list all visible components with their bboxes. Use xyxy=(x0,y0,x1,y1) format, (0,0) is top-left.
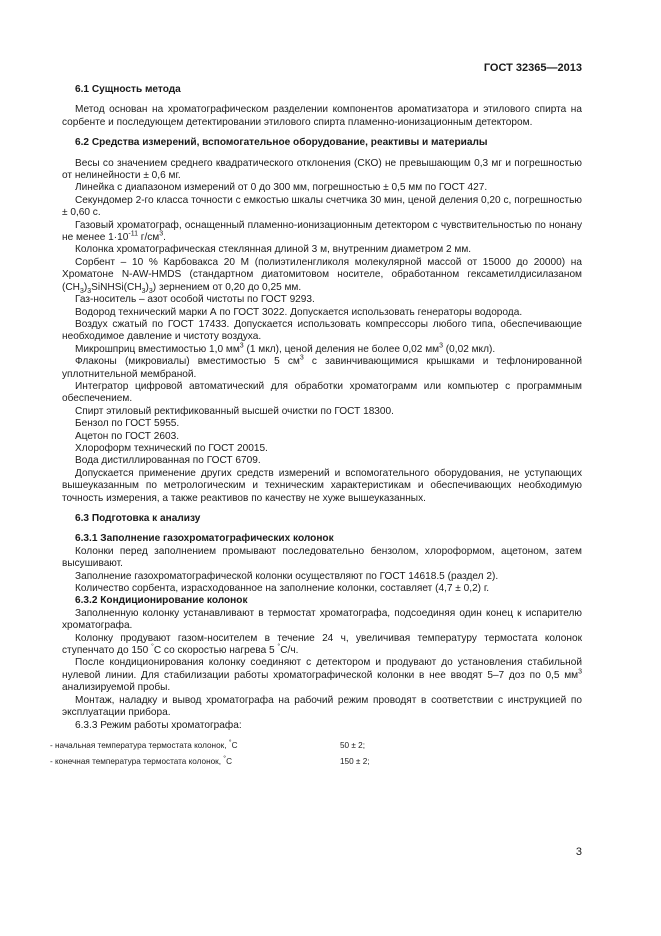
paragraph: Заполненную колонку устанавливают в термостат хроматографа, подсоединяя один конец к испарителю хроматографа. xyxy=(62,607,582,632)
paragraph: Колонка хроматографическая стеклянная длиной 3 м, внутренним диаметром 2 мм. xyxy=(75,244,472,256)
paragraph: Водород технический марки А по ГОСТ 3022. Допускается использовать генераторы водорода. xyxy=(75,306,523,318)
paragraph: Воздух сжатый по ГОСТ 17433. Допускается использовать компрессоры любого типа, обеспечивающие необходимое давление и чистоту воздуха. xyxy=(62,318,582,343)
page-number: 3 xyxy=(575,846,582,858)
paragraph: Вода дистиллированная по ГОСТ 6709. xyxy=(75,455,261,467)
paragraph: Интегратор цифровой автоматический для обработки хроматограмм или компьютер с программным обеспечением. xyxy=(62,380,582,405)
mode-row xyxy=(50,740,582,756)
paragraph: Весы со значением среднего квадратического отклонения (СКО) не превышающим 0,3 мг и погрешностью от нелинейности ± 0,6 мг. xyxy=(62,157,582,182)
paragraph: Метод основан на хроматографическом разделении компонентов ароматизатора и этилового спирта на сорбенте и последующем детектировании этилового спирта пламенно-ионизационным детектором. xyxy=(62,104,582,128)
paragraph: Газовый хроматограф, оснащенный пламенно-ионизационным детектором с чувствительностью по нонану не менее $1\cdot 10^{-11}$ $г/см^3$. xyxy=(62,219,582,244)
paragraph: Микрошприц вместимостью 1,0 $мм^3$ (1 мкл), ценой деления не более 0,02 $мм^3$ (0,02 мкл). xyxy=(75,342,496,355)
section-6-1-title: 6.1 Сущность метода xyxy=(75,84,181,95)
paragraph: Спирт этиловый ректификованный высшей очистки по ГОСТ 18300. xyxy=(75,405,394,417)
mode-label: - конечная температура термостата колонок, °С xyxy=(50,755,233,766)
paragraph: Заполнение газохроматографической колонки осуществляют по ГОСТ 14618.5 (раздел 2). xyxy=(75,570,499,582)
document-code: ГОСТ 32365—2013 xyxy=(483,62,582,74)
paragraph: Секундомер 2-го класса точности с емкостью шкалы счетчика 30 мин, ценой деления 0,20 с, погрешностью ± 0,60 с. xyxy=(62,194,582,219)
section-6-3-1-title: 6.3.1 Заполнение газохроматографических колонок xyxy=(75,533,334,545)
mode-row xyxy=(50,756,582,772)
section-6-2-title: 6.2 Средства измерений, вспомогательное оборудование, реактивы и материалы xyxy=(75,137,488,149)
paragraph: Сорбент – 10 % Карбовакса 20 М (полиэтиленгликоля молекулярной массой от 15000 до 20000) на Хроматоне N-AW-HMDS (стандартном диатомитовом носителе, обработанном гексаметилдисилазаном $(CH_3)_3SiNHSi(CH_3)_3$) зернением от 0,20 до 0,25 мм. xyxy=(62,256,582,295)
paragraph: Флаконы (микровиалы) вместимостью 5 $см^3$ с завинчивающимися крышками и тефлонированной уплотнительной мембраной. xyxy=(62,354,583,380)
paragraph: Монтаж, наладку и вывод хроматографа на рабочий режим проводят в соответствии с инструкцией по эксплуатации прибора. xyxy=(62,694,582,719)
paragraph: Количество сорбента, израсходованное на заполнение колонки, составляет (4,7 ± 0,2) г. xyxy=(75,583,490,595)
paragraph: Допускается применение других средств измерений и вспомогательного оборудования, не уступающих вышеуказанным по метрологическим и техническим характеристикам и обеспечивающих необходимую точность измерения, а также реактивов по качеству не хуже вышеуказанных. xyxy=(62,467,582,504)
mode-value: 50 ± 2; xyxy=(340,740,365,750)
paragraph: Бензол по ГОСТ 5955. xyxy=(75,418,180,430)
paragraph: Колонку продувают газом-носителем в течение 24 ч, увеличивая температуру термостата колонок ступенчато до 150 °С со скоростью нагрева 5 °С/ч. xyxy=(62,632,582,657)
section-6-3-2-title: 6.3.2 Кондиционирование колонок xyxy=(75,595,248,607)
paragraph: После кондиционирования колонку соединяют с детектором и продувают до установления стабильной нулевой линии. Для стабилизации работы хроматографической колонки в нее вводят 5–7 доз по 0,5 $мм^3$ анализируемой пробы. xyxy=(62,657,582,694)
document-body xyxy=(50,84,583,772)
paragraph: Газ-носитель – азот особой чистоты по ГОСТ 9293. xyxy=(75,294,315,306)
paragraph: Линейка с диапазоном измерений от 0 до 300 мм, погрешностью ± 0,5 мм по ГОСТ 427. xyxy=(75,182,488,194)
mode-value: 150 ± 2; xyxy=(340,756,370,766)
section-6-3-3-title: 6.3.3 Режим работы хроматографа: xyxy=(75,719,242,731)
mode-label: - начальная температура термостата колонок, °С xyxy=(50,739,238,750)
paragraph: Ацетон по ГОСТ 2603. xyxy=(75,430,179,442)
paragraph: Хлороформ технический по ГОСТ 20015. xyxy=(75,442,268,454)
paragraph: Колонки перед заполнением промывают последовательно бензолом, хлороформом, ацетоном, затем высушивают. xyxy=(62,545,582,570)
section-6-3-title: 6.3 Подготовка к анализу xyxy=(75,513,201,524)
